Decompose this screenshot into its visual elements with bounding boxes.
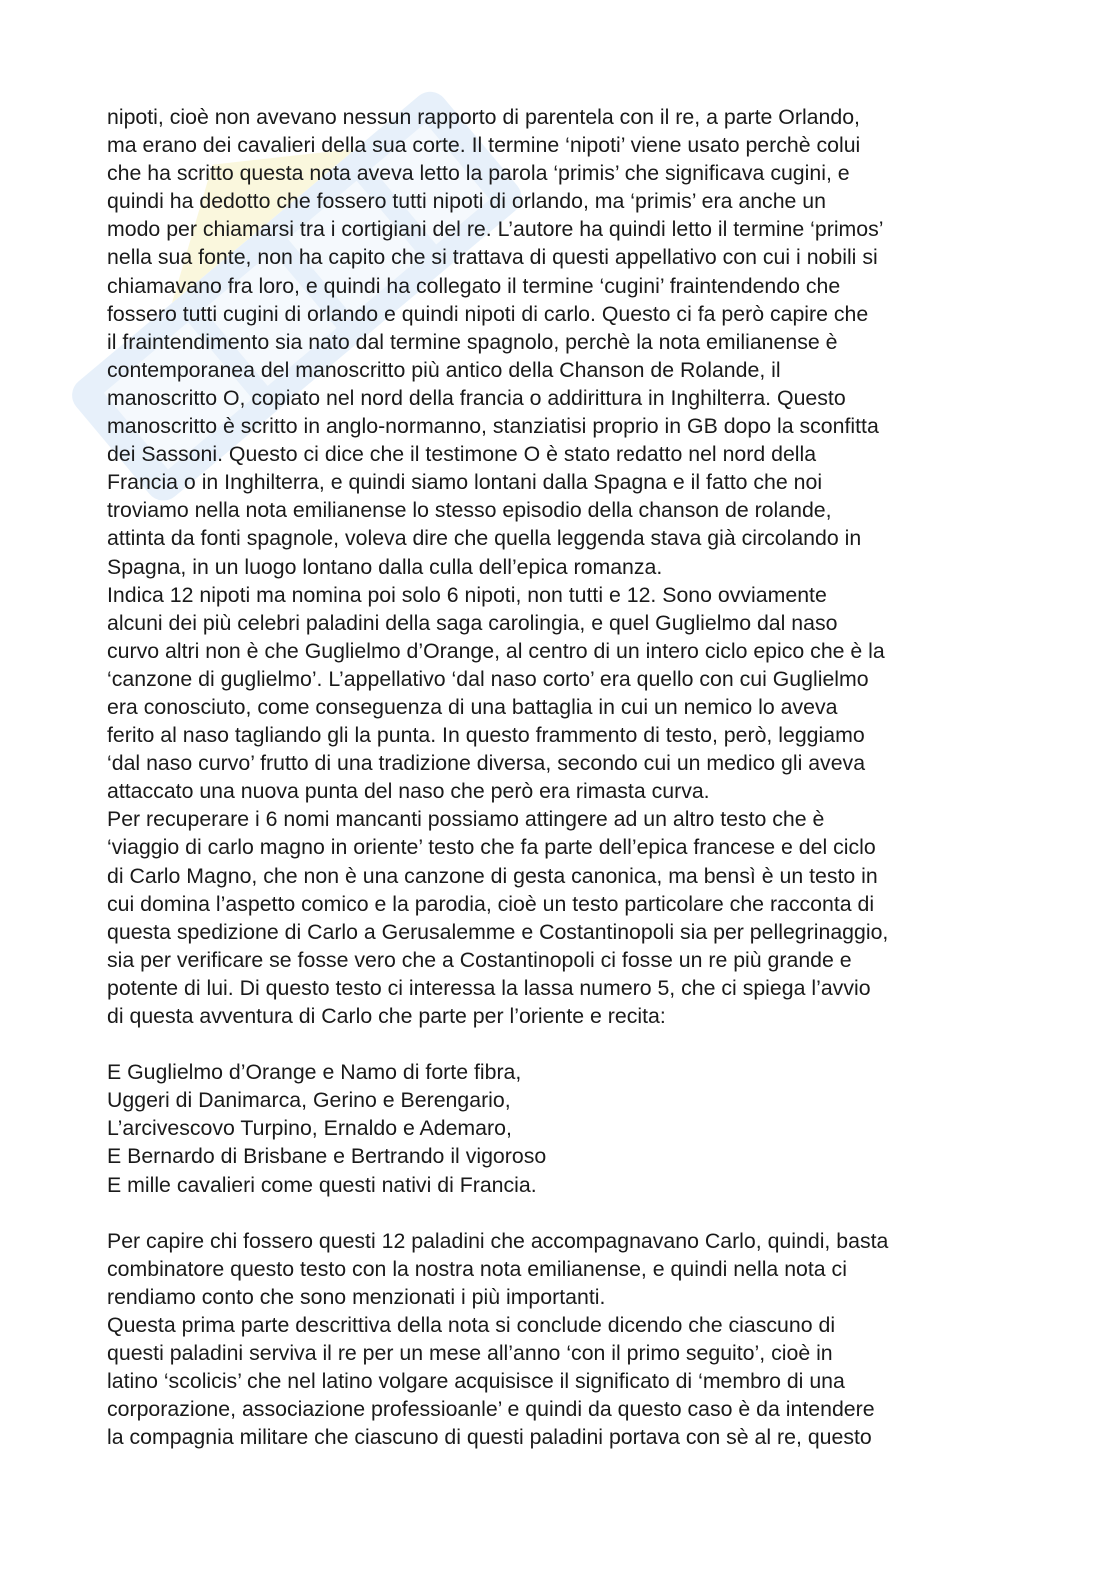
text-line: Francia o in Inghilterra, e quindi siamo lontani dalla Spagna e il fatto che noi [107, 470, 823, 495]
text-line: Questa prima parte descrittiva della nota si conclude dicendo che ciascuno di [107, 1313, 836, 1338]
text-line: Spagna, in un luogo lontano dalla culla dell’epica romanza. [107, 554, 663, 579]
text-line: modo per chiamarsi tra i cortigiani del re. L’autore ha quindi letto il termine ‘primos’ [107, 217, 884, 242]
paragraph-spacer [107, 1199, 1012, 1227]
text-line: corporazione, associazione professioanle’ e quindi da questo caso è da intendere [107, 1397, 875, 1422]
text-line: contemporanea del manoscritto più antico della Chanson de Rolande, il [107, 357, 781, 382]
document-page [107, 103, 1012, 1452]
text-line: E Bernardo di Brisbane e Bertrando il vigoroso [107, 1144, 547, 1169]
text-line: la compagnia militare che ciascuno di questi paladini portava con sè al re, questo [107, 1425, 872, 1450]
text-line: ‘canzone di guglielmo’. L’appellativo ‘dal naso corto’ era quello con cui Guglielmo [107, 666, 869, 691]
text-line: sia per verificare se fosse vero che a Costantinopoli ci fosse un re più grande e [107, 947, 852, 972]
text-line: latino ‘scolicis’ che nel latino volgare acquisisce il significato di ‘membro di una [107, 1369, 845, 1394]
text-line: questi paladini serviva il re per un mese all’anno ‘con il primo seguito’, cioè in [107, 1341, 833, 1366]
text-line: Uggeri di Danimarca, Gerino e Berengario, [107, 1088, 511, 1113]
text-line: E Guglielmo d’Orange e Namo di forte fibra, [107, 1060, 522, 1085]
text-line: E mille cavalieri come questi nativi di Francia. [107, 1172, 537, 1197]
text-line: troviamo nella nota emilianense lo stesso episodio della chanson de rolande, [107, 498, 832, 523]
text-line: nella sua fonte, non ha capito che si trattava di questi appellativo con cui i nobili si [107, 245, 878, 270]
text-line: rendiamo conto che sono menzionati i più importanti. [107, 1284, 606, 1309]
text-line: alcuni dei più celebri paladini della saga carolingia, e quel Guglielmo dal naso [107, 610, 838, 635]
text-line: ‘viaggio di carlo magno in oriente’ testo che fa parte dell’epica francese e del ciclo [107, 835, 876, 860]
text-line: che ha scritto questa nota aveva letto la parola ‘primis’ che significava cugini, e [107, 161, 850, 186]
text-line: cui domina l’aspetto comico e la parodia, cioè un testo particolare che racconta di [107, 891, 875, 916]
text-line: ma erano dei cavalieri della sua corte. Il termine ‘nipoti’ viene usato perchè colui [107, 133, 861, 158]
text-line: questa spedizione di Carlo a Gerusalemme e Costantinopoli sia per pellegrinaggio, [107, 919, 889, 944]
text-line: dei Sassoni. Questo ci dice che il testimone O è stato redatto nel nord della [107, 442, 817, 467]
paragraph-spacer [107, 1030, 1012, 1058]
paragraph [107, 581, 1012, 806]
text-line: di questa avventura di Carlo che parte per l’oriente e recita: [107, 1004, 666, 1028]
text-line: quindi ha dedotto che fossero tutti nipoti di orlando, ma ‘primis’ era anche un [107, 189, 826, 214]
text-line: il fraintendimento sia nato dal termine spagnolo, perchè la nota emilianense è [107, 329, 838, 354]
paragraph [107, 1311, 1012, 1451]
text-line: ferito al naso tagliando gli la punta. In questo frammento di testo, però, leggiamo [107, 723, 865, 748]
text-line: Per recuperare i 6 nomi mancanti possiamo attingere ad un altro testo che è [107, 807, 825, 832]
paragraph [107, 103, 1012, 581]
text-line: Indica 12 nipoti ma nomina poi solo 6 nipoti, non tutti e 12. Sono ovviamente [107, 582, 827, 607]
paragraph [107, 805, 1012, 1030]
text-line: di Carlo Magno, che non è una canzone di gesta canonica, ma bensì è un testo in [107, 863, 878, 888]
text-line: L’arcivescovo Turpino, Ernaldo e Ademaro, [107, 1116, 512, 1141]
text-line: manoscritto O, copiato nel nord della francia o addirittura in Inghilterra. Questo [107, 385, 846, 410]
text-line: potente di lui. Di questo testo ci interessa la lassa numero 5, che ci spiega l’avvio [107, 975, 871, 1000]
paragraph [107, 1227, 1012, 1311]
text-line: era conosciuto, come conseguenza di una battaglia in cui un nemico lo aveva [107, 694, 838, 719]
text-line: combinatore questo testo con la nostra nota emilianense, e quindi nella nota ci [107, 1256, 847, 1281]
text-line: curvo altri non è che Guglielmo d’Orange, al centro di un intero ciclo epico che è la [107, 638, 885, 663]
text-line: ‘dal naso curvo’ frutto di una tradizione diversa, secondo cui un medico gli aveva [107, 751, 866, 776]
text-line: manoscritto è scritto in anglo-normanno, stanziatisi proprio in GB dopo la sconfitta [107, 414, 879, 439]
text-line: fossero tutti cugini di orlando e quindi nipoti di carlo. Questo ci fa però capire che [107, 301, 869, 326]
text-line: chiamavano fra loro, e quindi ha collegato il termine ‘cugini’ fraintendendo che [107, 273, 841, 298]
text-line: attinta da fonti spagnole, voleva dire che quella leggenda stava già circolando in [107, 526, 862, 551]
paragraph [107, 1058, 1012, 1198]
text-line: attaccato una nuova punta del naso che però era rimasta curva. [107, 779, 710, 804]
text-line: nipoti, cioè non avevano nessun rapporto di parentela con il re, a parte Orlando, [107, 105, 860, 129]
text-line: Per capire chi fossero questi 12 paladini che accompagnavano Carlo, quindi, basta [107, 1228, 889, 1253]
